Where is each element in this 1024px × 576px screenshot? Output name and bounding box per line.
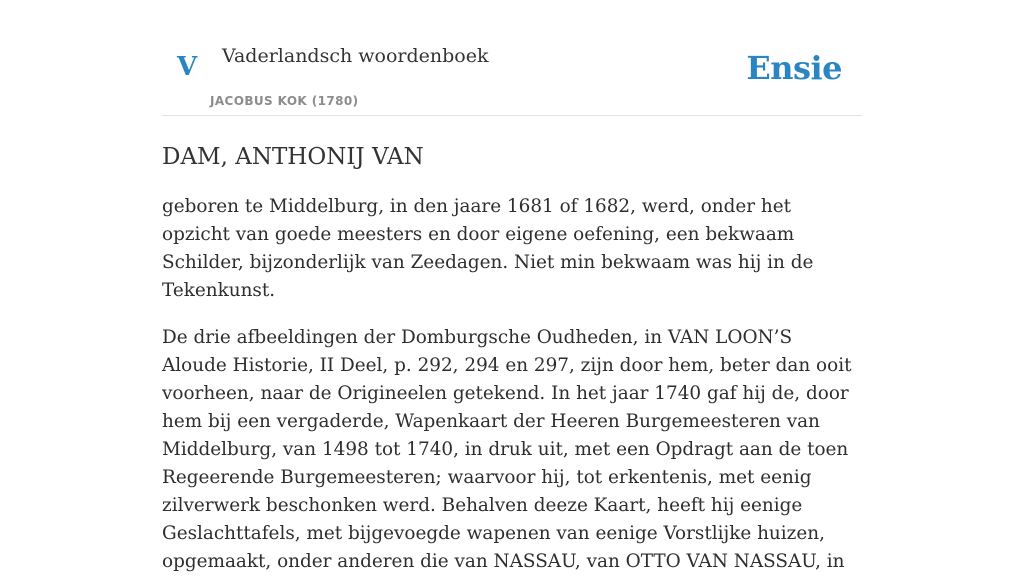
book-title-link[interactable]: Vaderlandsch woordenboek xyxy=(222,45,489,67)
page xyxy=(162,0,862,576)
entry-paragraph-2: De drie afbeeldingen der Domburgsche Oudheden, in VAN LOON’S Aloude Historie, II Deel, p. 292, 294 en 297, zijn door hem, beter dan ooit voorheen, naar de Origineelen getekend. In het jaar 1740 gaf hij de, door hem bij een vergaderde, Wapenkaart der Heeren Burgemeesteren van Middelburg, van 1498 tot 1740, in druk uit, met een Opdragt aan de toen Regeerende Burgemeesteren; waarvoor hij, tot erkentenis, met eenig zilverwerk beschonken werd. Behalven deeze Kaart, heeft hij eenige Geslachttafels, met bijgevoegde wapenen van eenige Vorstlijke huizen, opgemaakt, onder anderen die van NASSAU, van OTTO VAN NASSAU, in xyxy=(162,327,852,572)
header xyxy=(162,0,862,116)
ensie-logo-link[interactable]: Ensie xyxy=(746,49,842,87)
entry-paragraph-1: geboren te Middelburg, in den jaare 1681 of 1682, werd, onder het opzicht van goede meesters en door eigene oefening, een bekwaam Schilder, bijzonderlijk van Zeedagen. Niet min bekwaam was hij in de Tekenkunst. xyxy=(162,196,814,301)
author-label: JACOBUS KOK (1780) xyxy=(210,94,359,108)
book-letter-badge[interactable]: V xyxy=(177,52,198,82)
entry-title: DAM, ANTHONIJ VAN xyxy=(162,144,424,170)
